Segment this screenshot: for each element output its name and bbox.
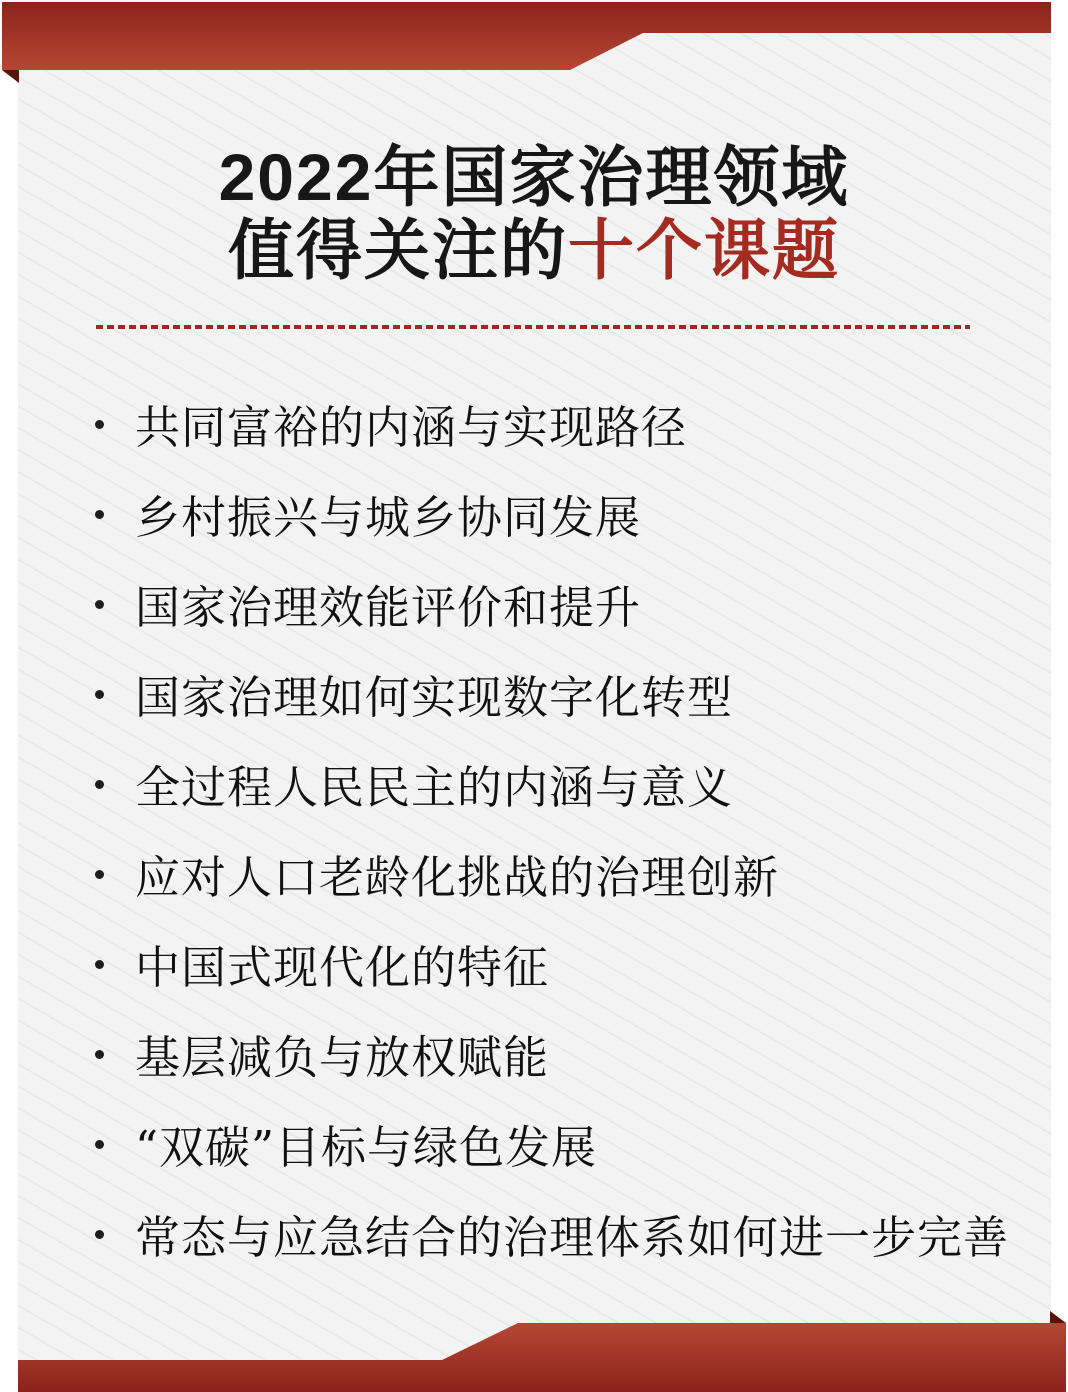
poster-title xyxy=(0,141,1068,287)
bottom-ribbon-decoration xyxy=(0,1300,1068,1392)
bullet-dot-icon xyxy=(95,510,104,519)
bullet-dot-icon xyxy=(95,1140,104,1149)
topic-list xyxy=(95,378,1028,1278)
poster-header xyxy=(0,141,1068,287)
topic-text: 国家治理如何实现数字化转型 xyxy=(135,670,734,724)
topic-item xyxy=(95,738,1028,828)
title-line-2-prefix: 值得关注的 xyxy=(228,213,568,287)
top-ribbon-fold-icon xyxy=(2,70,19,83)
topic-text: “双碳”目标与绿色发展 xyxy=(135,1120,598,1174)
title-line-2 xyxy=(0,214,1068,287)
topic-text: 基层减负与放权赋能 xyxy=(135,1030,550,1084)
topic-item xyxy=(95,648,1028,738)
topic-item xyxy=(95,828,1028,918)
topic-item xyxy=(95,1098,1028,1188)
topic-text: 全过程人民民主的内涵与意义 xyxy=(135,760,734,814)
topic-text: 共同富裕的内涵与实现路径 xyxy=(135,400,688,454)
topic-text: 应对人口老龄化挑战的治理创新 xyxy=(135,850,780,904)
bullet-dot-icon xyxy=(95,960,104,969)
bullet-dot-icon xyxy=(95,1050,104,1059)
topic-text: 乡村振兴与城乡协同发展 xyxy=(135,490,642,544)
topic-text: 中国式现代化的特征 xyxy=(135,940,550,994)
bullet-dot-icon xyxy=(95,780,104,789)
topic-item xyxy=(95,468,1028,558)
topic-item xyxy=(95,1188,1028,1278)
topic-item xyxy=(95,378,1028,468)
bullet-dot-icon xyxy=(95,1230,104,1239)
bottom-ribbon-shape xyxy=(18,1323,1066,1392)
top-ribbon-decoration xyxy=(0,0,1068,90)
dashed-divider xyxy=(96,325,970,329)
bullet-dot-icon xyxy=(95,420,104,429)
bullet-dot-icon xyxy=(95,870,104,879)
bullet-dot-icon xyxy=(95,600,104,609)
topic-text: 常态与应急结合的治理体系如何进一步完善 xyxy=(135,1210,1010,1264)
topic-item xyxy=(95,1008,1028,1098)
topic-item xyxy=(95,918,1028,1008)
title-line-1: 2022年国家治理领域 xyxy=(218,140,850,214)
topic-item xyxy=(95,558,1028,648)
bullet-dot-icon xyxy=(95,690,104,699)
bottom-ribbon-fold-icon xyxy=(1050,1311,1066,1323)
topic-text: 国家治理效能评价和提升 xyxy=(135,580,642,634)
top-ribbon-shape xyxy=(2,2,1051,70)
title-line-2-highlight: 十个课题 xyxy=(568,213,840,287)
